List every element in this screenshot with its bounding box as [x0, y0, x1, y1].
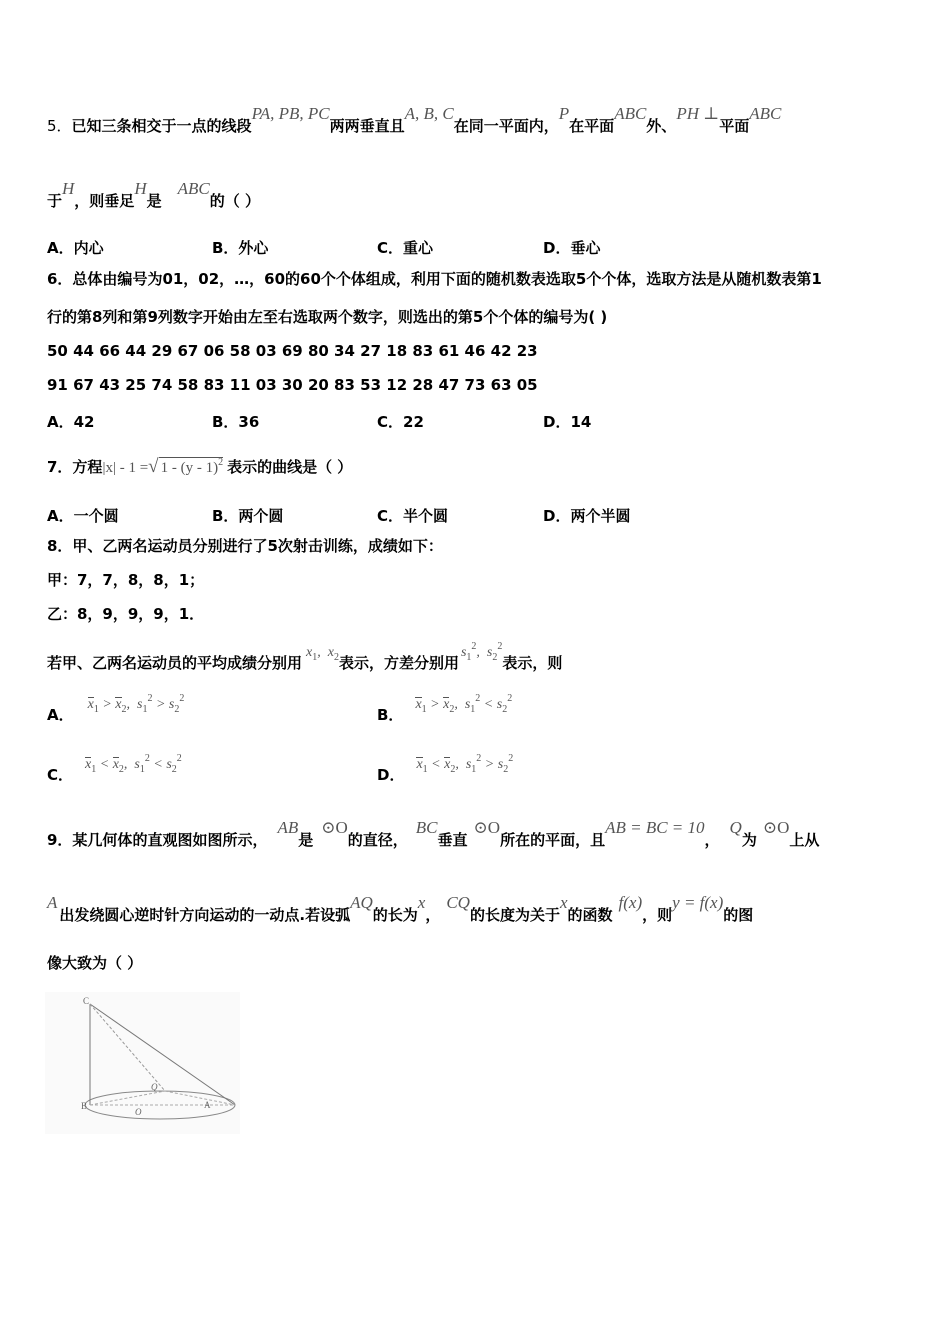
- q5-text: 已知三条相交于一点的线段: [71, 117, 252, 135]
- q9-text: ，则: [642, 906, 673, 924]
- q9-math: f(x): [618, 893, 643, 912]
- q9-math: BC: [415, 818, 438, 837]
- q5-math: ABC: [614, 104, 647, 123]
- q9-text: ，: [704, 831, 720, 849]
- q9-math: AB = BC = 10: [605, 818, 705, 837]
- q9-text: 的图: [723, 906, 754, 924]
- q9-math: x: [559, 893, 568, 912]
- q5-line2: [47, 179, 260, 210]
- q5-option-d[interactable]: D．垂心: [543, 239, 601, 257]
- q5-math: ABC: [749, 104, 782, 123]
- q9-math: AB: [277, 818, 299, 837]
- q9-math: y = f(x): [672, 893, 724, 912]
- q9-text: 出发绕圆心逆时针方向运动的一动点.若设弧: [59, 906, 351, 924]
- q8-jia-scores: 甲：7，7，8，8，1；: [47, 571, 205, 589]
- q5-text: ，则垂足: [74, 192, 135, 210]
- q9-text: 上从: [789, 831, 820, 849]
- q8-option-d-expr: $x_1 < x_2$, $s_1^2 > s_2^2$: [416, 753, 514, 775]
- q8-means: $x_1$, $x_2$: [306, 645, 339, 663]
- q9-geometry-figure: [45, 992, 240, 1134]
- q7-option-a[interactable]: A．一个圆: [47, 507, 119, 525]
- q5-option-b[interactable]: B．外心: [212, 239, 269, 257]
- q9-line3: 像大致为（ ）: [47, 954, 143, 972]
- q9-math: CQ: [446, 893, 470, 912]
- q5-text: 的（ ）: [209, 192, 260, 210]
- q9-math: x: [417, 893, 426, 912]
- q9-text: 所在的平面，且: [500, 831, 606, 849]
- q8-question: [47, 641, 563, 675]
- q6-option-d[interactable]: D．14: [543, 413, 592, 431]
- q7-line: [47, 457, 352, 476]
- q7-sqrt: [159, 457, 223, 476]
- q5-math: H: [134, 179, 147, 198]
- q9-math: ⊙O: [321, 818, 348, 837]
- q6-line1: 6．总体由编号为01，02，…，60的60个个体组成，利用下面的随机数表选取5个个体，选取方法是从随机数表第1: [47, 270, 822, 288]
- q9-math: ⊙O: [762, 818, 790, 837]
- q7-text: 7．方程: [47, 458, 103, 476]
- q5-math: H: [62, 179, 75, 198]
- q7-option-d[interactable]: D．两个半圆: [543, 507, 631, 525]
- q9-text: 垂直: [437, 831, 468, 849]
- q8-text: 表示，则: [502, 654, 563, 672]
- label-q: Q: [151, 1082, 158, 1092]
- q8-option-b-expr: $x_1 > x_2$, $s_1^2 < s_2^2$: [415, 693, 513, 715]
- q5-text: 平面: [719, 117, 750, 135]
- q9-math: AQ: [350, 893, 373, 912]
- q5-text: 于: [47, 192, 63, 210]
- label-c: C: [83, 996, 90, 1006]
- q9-text: 的函数: [567, 906, 613, 924]
- q8-line1: 8．甲、乙两名运动员分别进行了5次射击训练，成绩如下：: [47, 537, 443, 555]
- q9-text: 为: [741, 831, 757, 849]
- q6-option-c[interactable]: C．22: [377, 413, 424, 431]
- q9-text: 的长度为关于: [469, 906, 560, 924]
- figure-background: [45, 992, 240, 1134]
- q8-option-c-label: C．: [47, 766, 74, 784]
- q8-option-d[interactable]: [377, 753, 514, 787]
- q6-random-row1: 50 44 66 44 29 67 06 58 03 69 80 34 27 18 83 61 46 42 23: [47, 342, 538, 360]
- label-o: O: [135, 1107, 142, 1117]
- q7-eq-left: |x| - 1 =: [102, 460, 149, 476]
- q7-option-b[interactable]: B．两个圆: [212, 507, 284, 525]
- q8-option-b-label: B．: [377, 706, 404, 724]
- q9-text: 9．某几何体的直观图如图所示，: [47, 831, 268, 849]
- q7-equation: |x| - 1 =√ 1 - (y - 1)$^2$: [102, 456, 224, 477]
- q7-option-c[interactable]: C．半个圆: [377, 507, 449, 525]
- q5-number: 5．: [47, 117, 72, 135]
- q9-text: 的直径，: [347, 831, 408, 849]
- q8-variances: $s_1^2$, $s_2^2$: [460, 641, 503, 663]
- q6-option-b[interactable]: B．36: [212, 413, 260, 431]
- q5-text: 在同一平面内，: [453, 117, 559, 135]
- q5-text: 外、: [646, 117, 677, 135]
- q5-math: A, B, C: [404, 104, 454, 123]
- q8-option-a-label: A．: [47, 706, 74, 724]
- q9-math: ⊙O: [473, 818, 501, 837]
- q7-text: 表示的曲线是（ ）: [227, 458, 353, 476]
- q9-text: 是: [298, 831, 314, 849]
- q8-text: 表示，方差分别用: [338, 654, 459, 672]
- q7-exponent: 2: [218, 457, 224, 468]
- label-b: B: [81, 1101, 88, 1111]
- q5-math: P: [558, 104, 570, 123]
- q5-math: PA, PB, PC: [251, 104, 330, 123]
- q9-text: 的长为: [372, 906, 418, 924]
- q9-line2: [47, 893, 754, 924]
- q5-option-a[interactable]: A．内心: [47, 239, 104, 257]
- q9-text: ，: [425, 906, 441, 924]
- q9-math: A: [47, 893, 58, 912]
- q8-option-d-label: D．: [377, 766, 405, 784]
- q6-line2: 行的第8列和第9列数字开始由左至右选取两个数字，则选出的第5个个体的编号为( ): [47, 308, 608, 326]
- q8-text: 若甲、乙两名运动员的平均成绩分别用: [47, 654, 303, 672]
- label-a: A: [204, 1100, 211, 1110]
- q8-option-a-expr: $x_1 > x_2$, $s_1^2 > s_2^2$: [87, 693, 185, 715]
- q8-option-c-expr: $x_1 < x_2$, $s_1^2 < s_2^2$: [85, 753, 182, 775]
- q8-option-a[interactable]: [47, 693, 185, 727]
- q9-line1: [47, 818, 820, 849]
- q6-random-row2: 91 67 43 25 74 58 83 11 03 30 20 83 53 12 28 47 73 63 05: [47, 376, 538, 394]
- q5-text: 在平面: [569, 117, 615, 135]
- q5-line1: [47, 104, 782, 135]
- q5-text: 两两垂直且: [329, 117, 405, 135]
- q8-yi-scores: 乙：8，9，9，9，1．: [47, 605, 205, 623]
- q9-math: Q: [729, 818, 742, 837]
- q7-eq-right: 1 - (y - 1): [160, 460, 219, 476]
- q5-text: 是: [146, 192, 162, 210]
- q8-option-c[interactable]: [47, 753, 182, 787]
- q5-option-c[interactable]: C．重心: [377, 239, 434, 257]
- q5-math: ABC: [177, 179, 210, 198]
- q5-math: PH ⊥: [676, 104, 720, 123]
- q6-option-a[interactable]: A．42: [47, 413, 95, 431]
- q8-option-b[interactable]: [377, 693, 513, 727]
